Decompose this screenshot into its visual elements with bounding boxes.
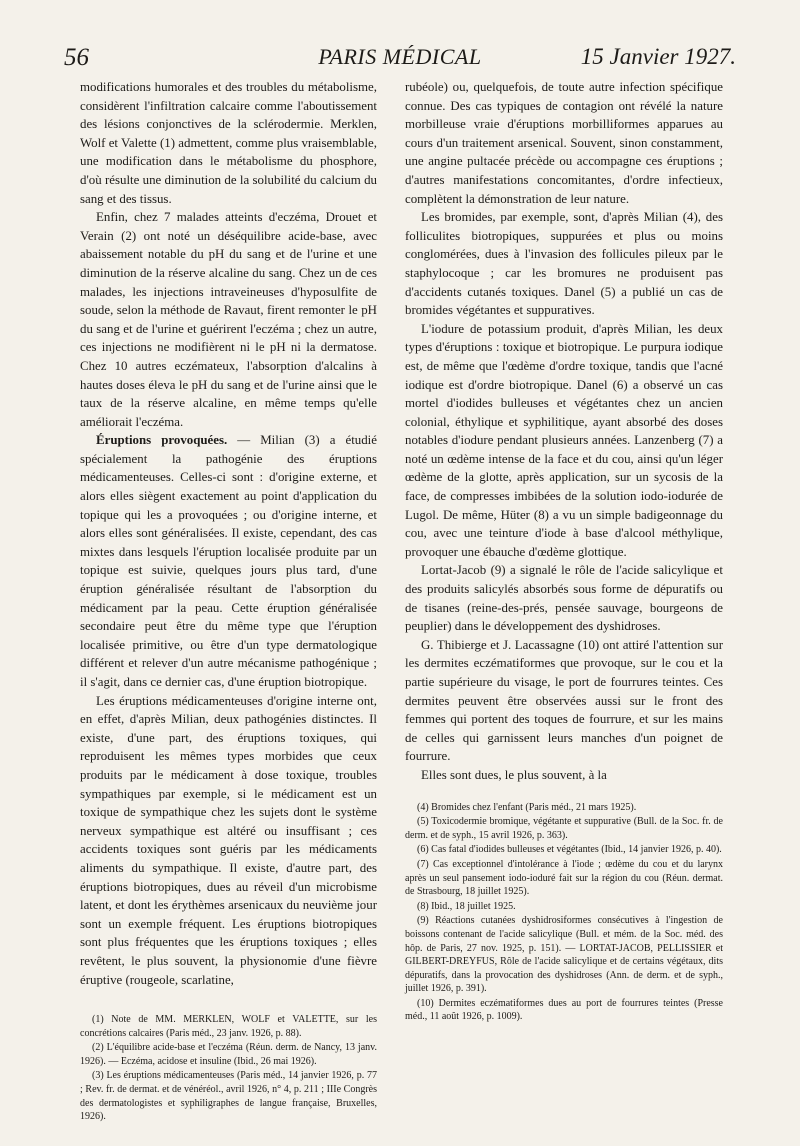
section-paragraph (80, 431, 377, 691)
issue-date: 15 Janvier 1927. (580, 44, 736, 69)
section-heading: Éruptions provoquées. (96, 433, 228, 448)
left-column (80, 78, 377, 1125)
body-paragraph: G. Thibierge et J. Lacassagne (10) ont attiré l'attention sur les dermites eczématiformes que provoque, sur le cou et la partie supérieure du visage, le port de fourrures teintes. Ces dermites peuvent être observées aussi sur le front des femmes qui portent des toques de fourrure, et sur les mains de celles qui garnissent leurs manches d'un poignet de fourrure. (405, 637, 723, 764)
body-paragraph: Enfin, chez 7 malades atteints d'eczéma, Drouet et Verain (2) ont noté un déséquilibre acide-base, avec abaissement notable du pH du sang et de l'urine et une diminution de la réserve alcaline du sang. Chez un de ces malades, les injections intraveineuses d'hyposulfite de soude, selon la méthode de Ravaut, firent remonter le pH du sang et de l'urine et guérirent l'eczéma ; chez un autre, ces injections ne modifièrent ni le pH ni la dermatose. Chez 10 autres eczémateux, l'absorption d'alcalins à hautes doses éleva le pH du sang et de l'urine ainsi que le taux de la réserve alcaline, en même temps qu'elle améliorait l'eczéma. (80, 210, 377, 429)
footnote: (5) Toxicodermie bromique, végétante et suppurative (Bull. de la Soc. fr. de derm. et de syph., 15 avril 1926, p. 363). (405, 816, 723, 841)
body-paragraph: modifications humorales et des troubles du métabolisme, considèrent l'infiltration calcaire comme l'aboutissement des lésions conjonctives de la sclérodermie. Merklen, Wolf et Valette (1) admettent, comme plus vraisemblable, une modification dans le métabolisme du phosphore, d'où résulte une diminution de la solubilité du calcium du sang et des tissus. (80, 80, 377, 206)
page-number: 56 (64, 44, 89, 71)
body-paragraph: L'iodure de potassium produit, d'après Milian, les deux types d'éruptions : toxique et biotropique. Le purpura iodique est, de même que l'œdème d'ordre toxique, tandis que l'acné iodique est d'ordre biotropique. Danel (6) a observé un cas mortel d'iodides bulleuses et végétantes chez un ancien colonial, éthylique et syphilitique, ayant absorbé des doses notables d'iodure pendant plusieurs années. Lanzenberg (7) a noté un œdème intense de la face et du cou, ainsi qu'un léger œdème de la glotte, après application, sur un sycosis de la face, de compresses imbibées de la solution iodo-iodurée de Lugol. De même, Hüter (8) a vu un simple badigeonnage du cou, avec une teinture d'iode à base d'alcool méthylique, provoquer une ébauche d'œdème glottique. (405, 321, 723, 559)
footnote: (6) Cas fatal d'iodides bulleuses et végétantes (Ibid., 14 janvier 1926, p. 40). (417, 844, 722, 856)
footnote: (10) Dermites eczématiformes dues au port de fourrures teintes (Presse méd., 11 août 1926, p. 1009). (405, 997, 723, 1023)
body-paragraph: rubéole) ou, quelquefois, de toute autre infection spécifique connue. Des cas typiques de contagion ont révélé la nature morbilleuse vraie d'éruptions morbilliformes apparues au cours d'un traitement arsenical. Souvent, sinon constamment, une angine pultacée précède ou accompagne ces éruptions ; d'autres manifestations concomitantes, d'ordre infectieux, complètent la démonstration de leur nature. (405, 80, 723, 206)
footnote: (7) Cas exceptionnel d'intolérance à l'iode ; œdème du cou et du larynx après un seul pansement iodo-ioduré fait sur la région du cou (Réun. dermat. de Strasbourg, 18 juillet 1925). (405, 858, 723, 898)
body-paragraph: Les éruptions médicamenteuses d'origine interne ont, en effet, d'après Milian, deux pathogénies distinctes. Il existe, d'une part, des éruptions toxiques, qui reproduisent les mêmes types morbides que ceux produits par le médicament à dose toxique, troubles sympathiques par exemple, si le médicament est un toxique de sympathique chez les sujets dont le système nerveux sympathique est altéré ou insuffisant ; ces accidents toxiques sont guéris par les médicaments aliments du sympathique. Il existe, d'autre part, des éruptions biotropiques, dues au réveil d'un microbisme latent, et dont les érythèmes arsenicaux du neuvième jour sont un exemple fréquent. Les éruptions biotropiques sont plus fréquentes que les éruptions toxiques ; elles revêtent, le plus souvent, la physionomie d'une fièvre éruptive (rougeole, scarlatine, (80, 693, 377, 987)
footnote: (8) Ibid., 18 juillet 1925. (417, 900, 516, 912)
footnote: (2) L'équilibre acide-base et l'eczéma (Réun. derm. de Nancy, 13 janv. 1926). — Eczéma, acidose et insuline (Ibid., 26 mai 1926). (80, 1042, 377, 1067)
running-header (64, 44, 736, 74)
footnote: (1) Note de MM. MERKLEN, WOLF et VALETTE, sur les concrétions calcaires (Paris méd., 23 janv. 1926, p. 88). (80, 1014, 377, 1039)
body-paragraph: Lortat-Jacob (9) a signalé le rôle de l'acide salicylique et des produits salicylés absorbés sous forme de dépuratifs ou de tisanes (reine-des-prés, pensée sauvage, bourgeons de peuplier) dans le développement des dyshidroses. (405, 563, 723, 634)
body-paragraph: Elles sont dues, le plus souvent, à la (421, 767, 607, 782)
footnotes-right (405, 801, 723, 1025)
footnote: (3) Les éruptions médicamenteuses (Paris méd., 14 janvier 1926, p. 77 ; Rev. fr. de dermat. et de vénéréol., avril 1926, n° 4, p. 211 ; IIIe Congrès des dermatologistes et syphiligraphes de langue française, Bruxelles, 1926). (80, 1070, 377, 1123)
footnote: (4) Bromides chez l'enfant (Paris méd., 21 mars 1925). (417, 801, 637, 813)
journal-title: PARIS MÉDICAL (318, 44, 482, 69)
body-paragraph: Les bromides, par exemple, sont, d'après Milian (4), des folliculites biotropiques, suppurées et plus ou moins conglomérées, dues à l'invasion des follicules pileux par le staphylocoque ; car les bromures ne produisent pas d'accidents cutanés toxiques. Danel (5) a publié un cas de bromides végétantes et suppuratives. (405, 210, 723, 318)
right-column (405, 78, 723, 1025)
footnote: (9) Réactions cutanées dyshidrosiformes consécutives à l'ingestion de boissons contenant de l'acide salicylique (Bull. et mém. de la Soc. méd. des hôp. de Paris, 27 nov. 1925, p. 151). — LORTAT-JACOB, PELLISSIER et GILBERT-DREYFUS, Rôle de l'acide salicylique et de certains végétaux, dits dépuratifs, dans la provocation des dyshidroses (Ann. de derm. et de syph., juillet 1926, p. 391). (405, 915, 723, 995)
footnotes-left (80, 1013, 377, 1124)
section-text: — Milian (3) a étudié spécialement la pathogénie des éruptions médicamenteuses. Celles-ci sont : d'origine externe, et alors elles siègent exactement au point d'application du topique qui les a provoquées ; ou d'origine interne, et alors elles sont généralisées. Il existe, cependant, des cas mixtes dans lesquels l'éruption localisée produite par un topique est suivie, quelques jours plus tard, d'une éruption généralisée résultant de l'absorption du médicament par la peau. Cette éruption généralisée secondaire peut être du même type que l'éruption localisée primitive, ou être d'un type dermatologique différent et relever d'un autre mécanisme pathogénique ; il s'agit, dans ce dernier cas, d'une éruption biotropique. (80, 433, 377, 689)
